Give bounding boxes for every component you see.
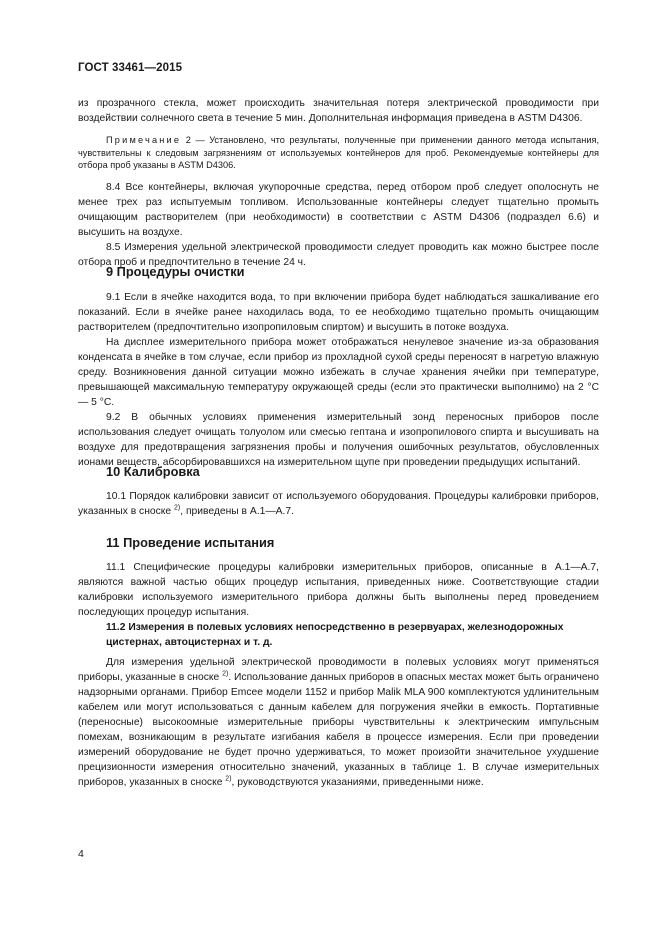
paragraph-11-2 xyxy=(78,655,599,790)
paragraph-10-1 xyxy=(78,489,599,519)
section-9-title: 9 Процедуры очистки xyxy=(106,264,245,279)
paragraph-9-1-cont: На дисплее измерительного прибора может отображаться ненулевое значение из-за образования конденсата в ячейке в том случае, если прибор из прохладной сухой среды переносят в нагретую влажную среду. Возникновения данной ситуации можно избежать в случае хранения ячейки при температуре, превышающей максимальную температуру окружающей среды (если это практически выполнимо) на 2 °С — 5 °С. xyxy=(78,337,599,408)
section-9-body xyxy=(78,290,599,470)
section-10-title: 10 Калибровка xyxy=(106,464,200,479)
note-text: 2 — Установлено, что результаты, полученные при применении данного метода испытания, чувствительны к следовым загрязнениям от используемых контейнеров для проб. Рекомендуемые контейнеры для отбора проб указаны в ASTM D4306. xyxy=(78,135,599,170)
top-block xyxy=(78,96,599,270)
text-run: . Использование данных приборов в опасных местах может быть ограничено надзорными органами. Прибор Emcee модели 1152 и прибор Malik MLA 900 комплектуются удлинительным кабелем или могут использоваться с данным кабелем для погружения ячейки в емкость. Портативные (переносные) высокоомные измерительные приборы чувствительны к электрическим импульсным помехам, возникающим в результате изгибания кабеля в процессе измерения. Если при проведении измерений оборудование не будет прочно удерживаться, то может произойти значительное ухудшение прецизионности измерения относительно значений, указанных в таблице 1. В случае измерительных приборов, указанных в сноске xyxy=(78,672,600,788)
page-header-standard: ГОСТ 33461—2015 xyxy=(78,62,183,74)
footnote-ref: 2) xyxy=(173,504,181,512)
section-11-body xyxy=(78,560,599,620)
page-number: 4 xyxy=(78,848,84,860)
text-run: 10.1 Порядок калибровки зависит от используемого оборудования. Процедуры калибровки приборов, указанных в сноске xyxy=(78,491,599,517)
footnote-ref: 2) xyxy=(225,775,232,783)
note-2 xyxy=(78,134,599,172)
footnote-ref: 2) xyxy=(222,670,229,678)
paragraph-9-1: 9.1 Если в ячейке находится вода, то при включении прибора будет наблюдаться зашкаливание его показаний. Если в ячейке ранее находилась вода, то ее необходимо тщательно промыть очищающим растворителем (предпочтительно изопропиловым спиртом) и высушить в потоке воздуха. xyxy=(78,292,599,333)
paragraph-11-1: 11.1 Специфические процедуры калибровки измерительных приборов, описанные в А.1—А.7, являются важной частью общих процедур испытания, приведенных ниже. Соответствующие стадии калибровки используемого измерительного прибора должны быть выполнены перед проведением последующих процедур испытания. xyxy=(78,562,599,618)
section-10-body xyxy=(78,489,599,519)
subsection-11-2-body xyxy=(78,655,599,790)
section-11-title: 11 Проведение испытания xyxy=(106,535,275,550)
text-run: , руководствуются указаниями, приведенными ниже. xyxy=(231,777,484,788)
paragraph-9-2: 9.2 В обычных условиях применения измерительный зонд переносных приборов после использования следует очищать толуолом или смесью гептана и изопропилового спирта и высушивать на воздухе для предотвращения загрязнения пробы и получения ошибочных результатов, обусловленных ионами веществ, абсорбировавшихся на измерительном щупе при проведении предыдущих испытаний. xyxy=(78,412,599,468)
note-label: Примечание xyxy=(106,135,182,145)
paragraph-8-4: 8.4 Все контейнеры, включая укупорочные средства, перед отбором проб следует ополоснуть не менее трех раз испытуемым топливом. Использованные контейнеры следует тщательно промыть очищающим растворителем (при необходимости) в соответствии с ASTM D4306 (подраздел 6.6) и высушить на воздухе. xyxy=(78,181,599,238)
paragraph-continuation: из прозрачного стекла, может происходить значительная потеря электрической проводимости при воздействии солнечного света в течение 5 мин. Дополнительная информация приведена в ASTM D4306. xyxy=(78,98,599,124)
text-run: , приведены в А.1—А.7. xyxy=(180,506,294,517)
text-run: Для измерения удельной электрической проводимости в полевых условиях могут применяться приборы, указанные в сноске xyxy=(78,657,599,683)
paragraph-8-5: 8.5 Измерения удельной электрической проводимости следует проводить как можно быстрее после отбора проб и предпочтительно в течение 24 ч. xyxy=(78,241,599,268)
subsection-11-2-title: 11.2 Измерения в полевых условиях непосредственно в резервуарах, железнодорожных цистернах, автоцистернах и т. д. xyxy=(106,622,564,648)
